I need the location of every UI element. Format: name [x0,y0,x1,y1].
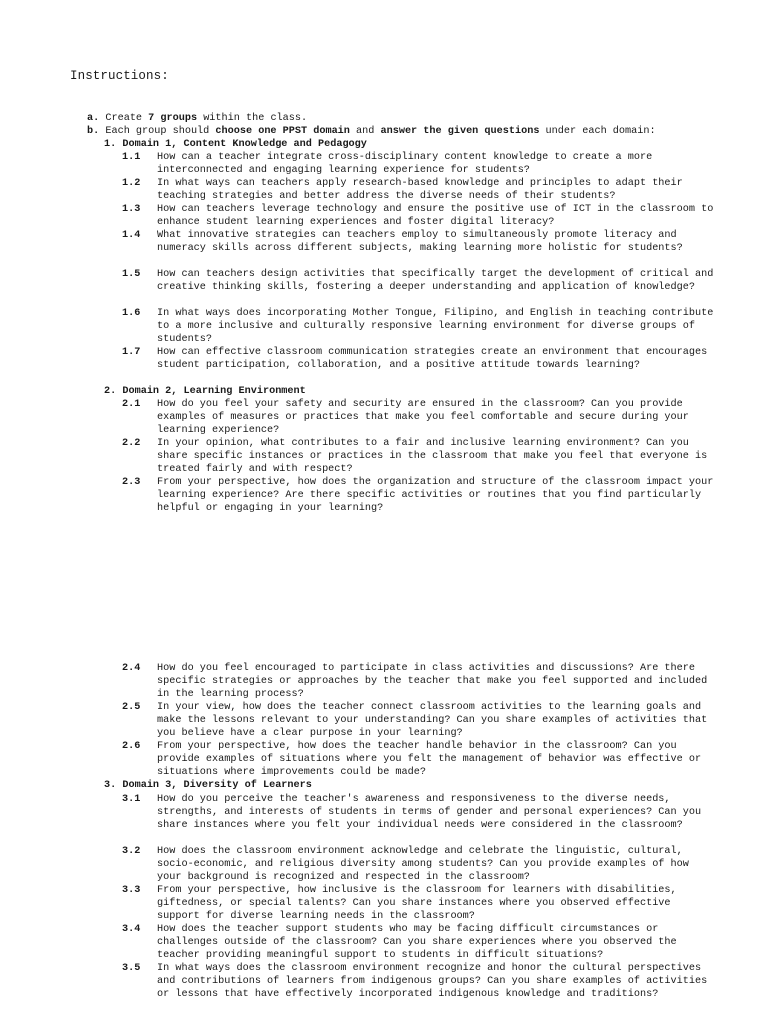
item-text: under each domain: [539,126,656,137]
question-number: 2.6 [122,741,141,752]
item-text: Each group should [105,126,216,137]
question-number: 1.4 [122,230,141,241]
question-text: How do you feel your safety and security are ensured in the classroom? Can you provide examples of measures or practices that make you feel comfortable and secure during your learning experience? [157,399,689,436]
domain-marker: 2. [104,386,117,397]
item-text: and [349,126,381,137]
domain-title: Domain 2, Learning Environment [122,386,306,397]
question-text: How does the classroom environment acknowledge and celebrate the linguistic, cultural, socio-economic, and religious diversity among students? Can you provide examples of how your background is recognized and respected in the classroom? [157,846,689,883]
question-text: In your opinion, what contributes to a fair and inclusive learning environment? Can you share specific instances or practices in the classroom that make you feel that everyone is treated fairly and with respect? [157,438,708,475]
question-text: In what ways can teachers apply research-based knowledge and principles to adapt their teaching strategies and better address the diverse needs of their students? [157,178,683,202]
question-number: 2.5 [122,702,141,713]
question-text: In what ways does incorporating Mother Tongue, Filipino, and English in teaching contribute to a more inclusive and culturally responsive learning environment for diverse groups of students? [157,308,714,345]
domain-heading [104,139,367,152]
instruction-item-b [87,126,656,139]
domain-title: Domain 3, Diversity of Learners [122,780,312,791]
item-bold-text: 7 groups [148,113,198,124]
question-number: 1.3 [122,204,141,215]
domain-heading [104,386,306,399]
question-text: What innovative strategies can teachers employ to simultaneously promote literacy and numeracy skills across different subjects, making learning more holistic for students? [157,230,683,254]
domain-marker: 1. [104,139,117,150]
domain-title: Domain 1, Content Knowledge and Pedagogy [122,139,367,150]
question-number: 2.1 [122,399,141,410]
question-text: How can teachers leverage technology and ensure the positive use of ICT in the classroom to enhance student learning experiences and foster digital literacy? [157,204,714,228]
question-text: How do you feel encouraged to participate in class activities and discussions? Are there specific strategies or approaches by the teacher that make you feel supported and included in the learning process? [157,663,708,700]
question-text: In your view, how does the teacher connect classroom activities to the learning goals and make the lessons relevant to your understanding? Can you share examples of activities that you believe have a clear purpose in your learning? [157,702,708,739]
question-text: How can a teacher integrate cross-disciplinary content knowledge to create a more interconnected and engaging learning experience for students? [157,152,653,176]
item-text: Create [105,113,149,124]
question-text: How can teachers design activities that specifically target the development of critical and creative thinking skills, fostering a deeper understanding and application of knowledge? [157,269,714,293]
question-text: From your perspective, how does the teacher handle behavior in the classroom? Can you provide examples of situations where you felt the management of behavior was effective or situations where improvements could be made? [157,741,702,778]
domain-heading [104,780,312,793]
instruction-item-a [87,113,307,126]
question-number: 1.5 [122,269,141,280]
question-number: 3.1 [122,794,141,805]
question-number: 1.2 [122,178,141,189]
item-text: within the class. [197,113,308,124]
question-number: 2.3 [122,477,141,488]
item-marker: a. [87,113,100,124]
item-marker: b. [87,126,100,137]
question-number: 2.2 [122,438,141,449]
question-number: 3.5 [122,963,141,974]
question-number: 3.4 [122,924,141,935]
domain-marker: 3. [104,780,117,791]
item-bold-text: choose one PPST domain [215,126,350,137]
question-text: How does the teacher support students who may be facing difficult circumstances or challenges outside of the classroom? Can you share experiences where you observed the teacher providing meaningful support to students in difficult situations? [157,924,677,961]
question-text: From your perspective, how inclusive is the classroom for learners with disabilities, giftedness, or special talents? Can you share instances where you observed effective support for diverse learning needs in the classroom? [157,885,677,922]
question-number: 3.3 [122,885,141,896]
item-bold-text: answer the given questions [380,126,540,137]
instructions-heading: Instructions: [70,69,169,83]
question-number: 1.6 [122,308,141,319]
question-text: In what ways does the classroom environment recognize and honor the cultural perspectives and contributions of learners from indigenous groups? Can you share examples of activities or lessons that have effectively incorporated indigenous knowledge and traditions? [157,963,708,1000]
question-text: How can effective classroom communication strategies create an environment that encourages student participation, collaboration, and a positive attitude towards learning? [157,347,708,371]
question-number: 1.1 [122,152,141,163]
question-text: From your perspective, how does the organization and structure of the classroom impact your learning experience? Are there specific activities or routines that you find particularly helpful or engaging in your learning? [157,477,714,514]
question-text: How do you perceive the teacher's awareness and responsiveness to the diverse needs, strengths, and interests of students in terms of gender and personal experiences? Can you share instances where you felt your individual needs were considered in the classroom? [157,794,702,831]
question-number: 2.4 [122,663,141,674]
question-number: 1.7 [122,347,141,358]
question-number: 3.2 [122,846,141,857]
